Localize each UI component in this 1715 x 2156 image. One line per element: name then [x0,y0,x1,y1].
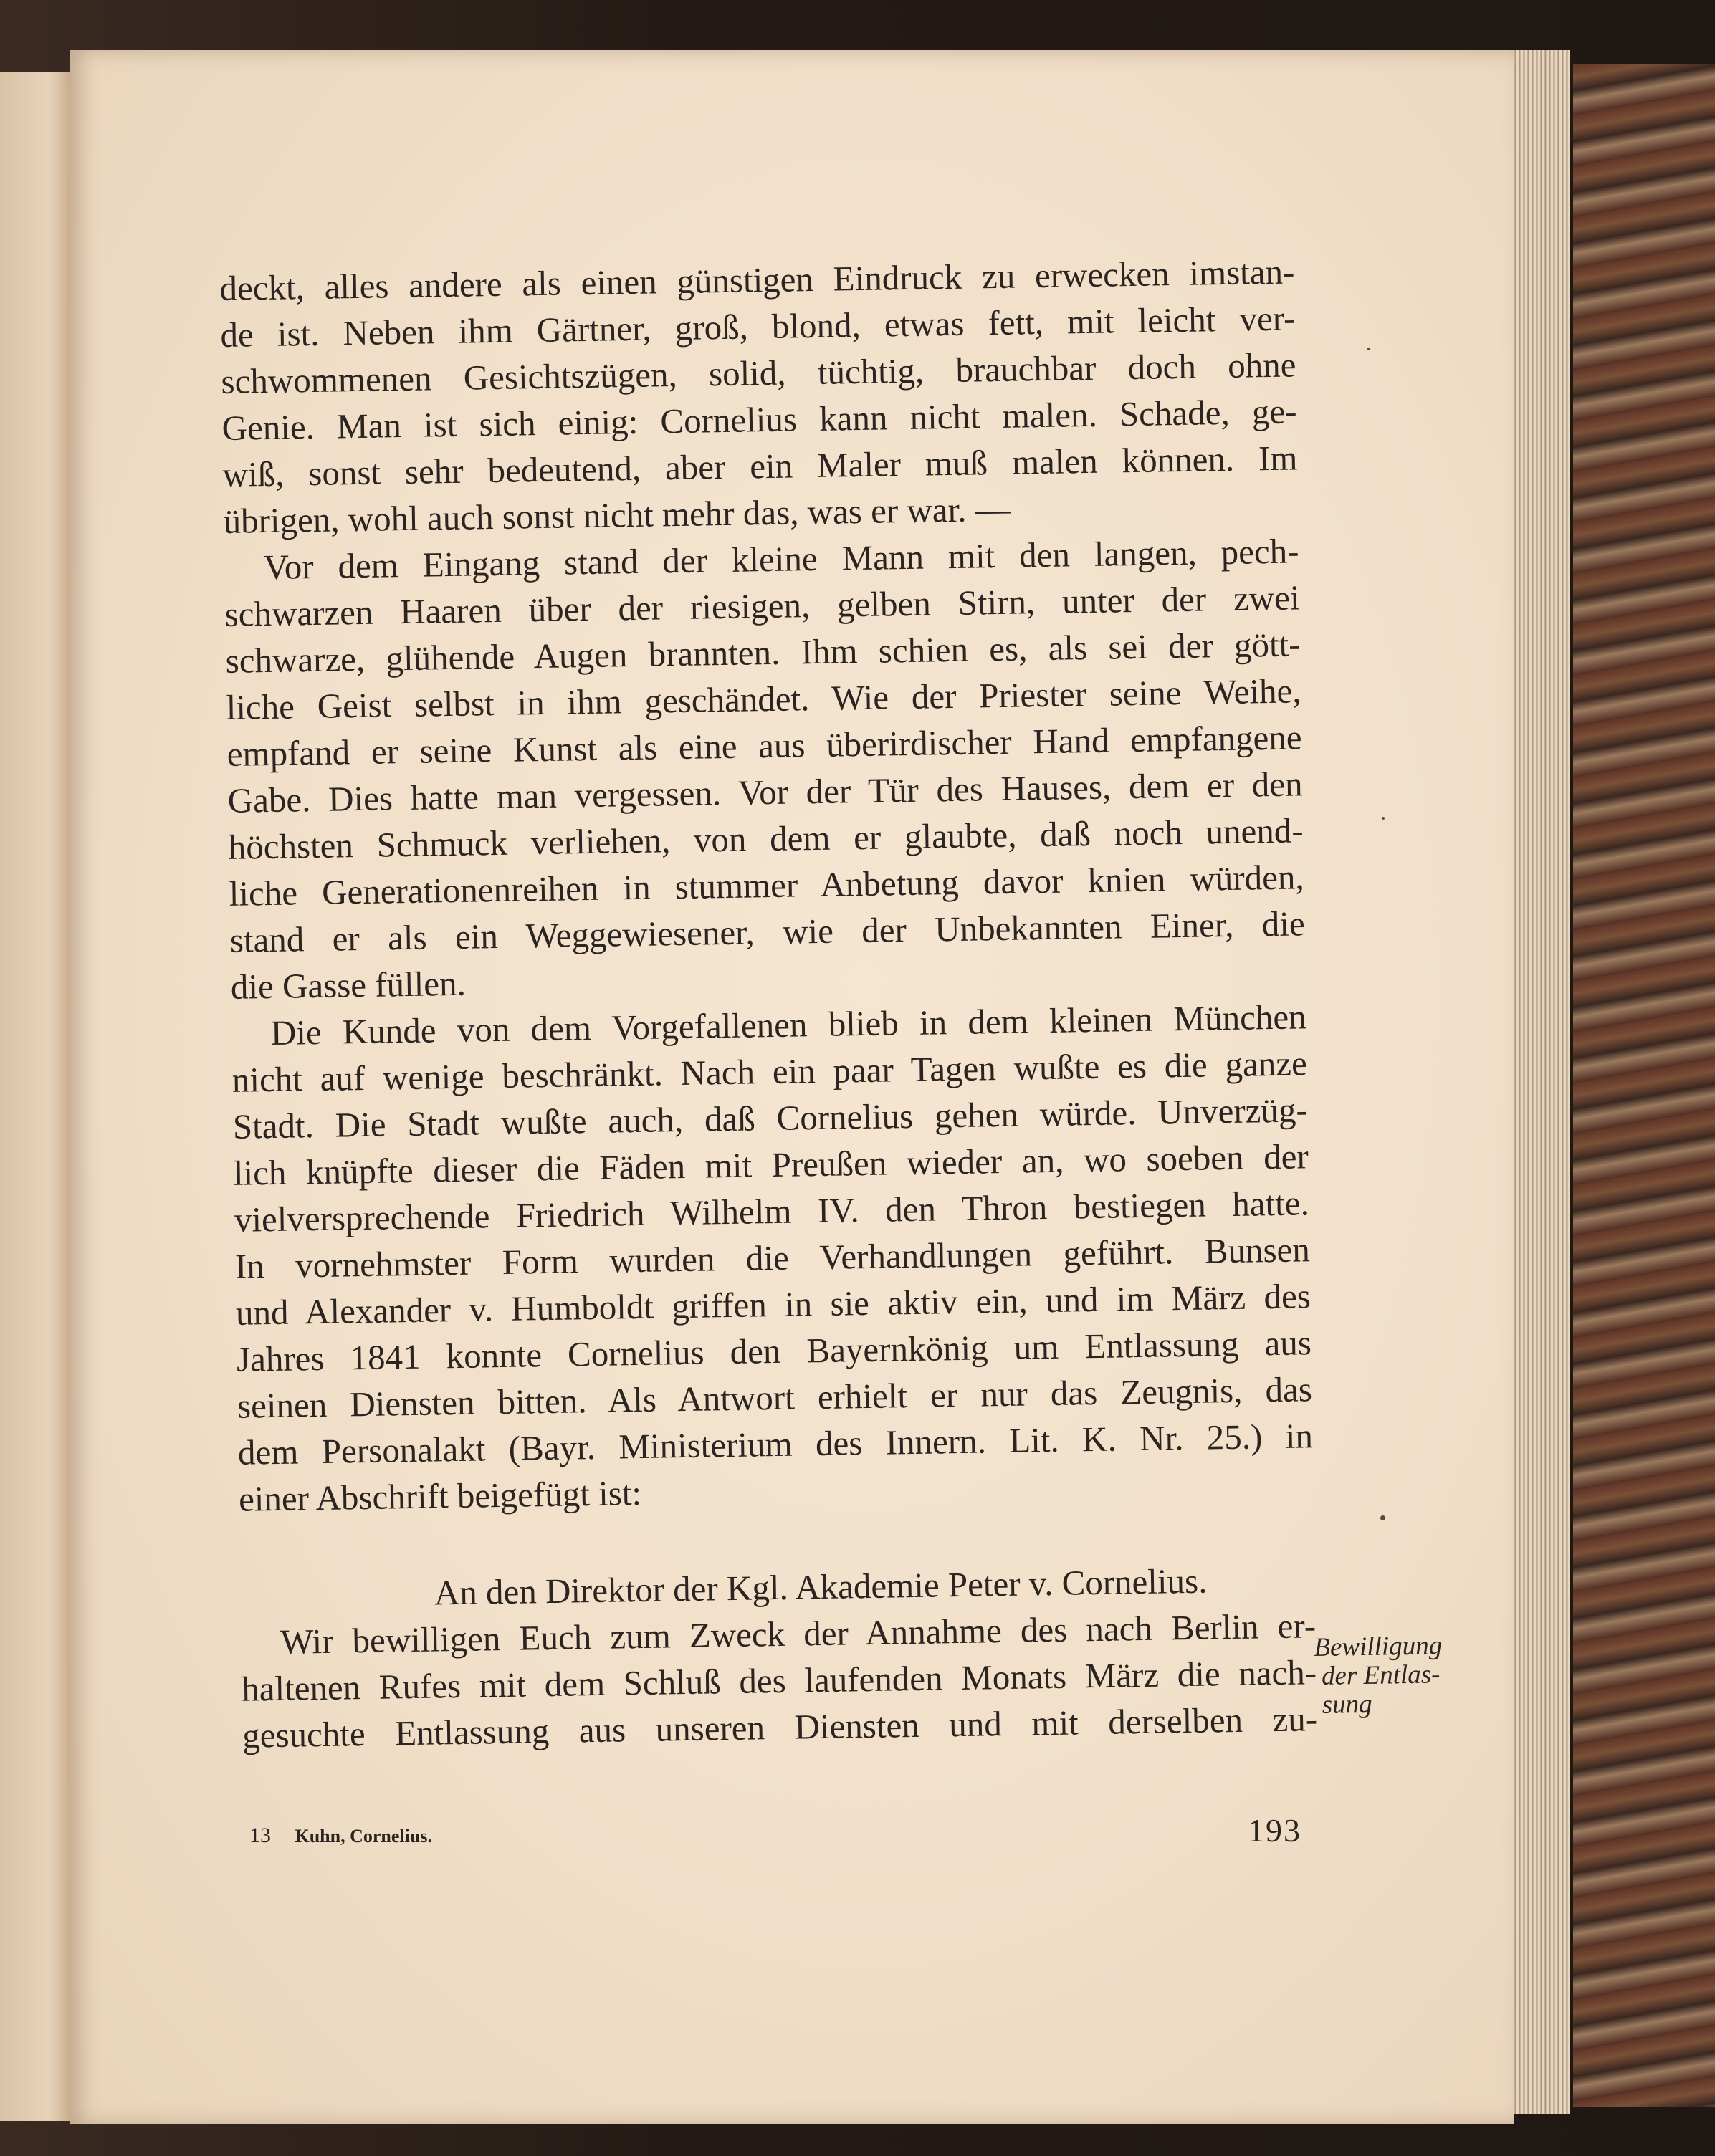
book-page [70,50,1514,2124]
letter-line: Wir bewilligen Euch zum Zweck der Annahme des nach Berlin er- [280,1606,1317,1662]
text-line: nicht auf wenige beschränkt. Nach ein paar Tagen wußte es die ganze [231,1043,1308,1100]
text-line: Die Kunde von dem Vorgefallenen blieb in dem kleinen München [270,997,1307,1053]
text-line: schwarze, glühende Augen brannten. Ihm schien es, als sei der gött- [225,624,1301,681]
paper-speck [1380,1515,1385,1520]
text-line: In vornehmster Form wurden die Verhandlungen geführt. Bunsen [234,1230,1311,1286]
text-line: schwarzen Haaren über der riesigen, gelben Stirn, unter der zwei [224,578,1300,634]
text-line: de ist. Neben ihm Gärtner, groß, blond, etwas fett, mit leicht ver- [220,298,1296,355]
text-line: und Alexander v. Humboldt griffen in sie aktiv ein, und im März des [235,1276,1312,1333]
text-line: schwommenen Gesichtszügen, solid, tüchtig, brauchbar doch ohne [221,345,1296,401]
text-line: lich knüpfte dieser die Fäden mit Preußen wieder an, wo soeben der [233,1136,1309,1193]
paper-speck [1367,348,1370,350]
text-line: übrigen, wohl auch sonst nicht mehr das, was er war. — [223,489,1011,541]
paper-speck [1382,817,1385,820]
text-line: empfand er seine Kunst als eine aus überirdischer Hand empfangene [226,717,1302,774]
text-line: deckt, alles andere als einen günstigen Eindruck zu erwecken imstan- [219,251,1295,308]
letter-heading: An den Direktor der Kgl. Akademie Peter v. Cornelius. [434,1561,1208,1613]
signature-mark: 13 [249,1824,271,1847]
left-page-edge [0,72,72,2121]
marginal-note-line: der Entlas- [1321,1659,1441,1691]
text-line: die Gasse füllen. [230,963,467,1007]
text-line: liche Geist selbst in ihm geschändet. Wie der Priester seine Weihe, [226,671,1301,727]
text-line: wiß, sonst sehr bedeutend, aber ein Maler muß malen können. Im [222,438,1298,494]
text-line: dem Personalakt (Bayr. Ministerium des Innern. Lit. K. Nr. 25.) in [237,1416,1314,1472]
text-line: Vor dem Eingang stand der kleine Mann mit den langen, pech- [263,531,1299,588]
marginal-note [1314,1631,1501,1720]
text-line: Gabe. Dies hatte man vergessen. Vor der Tür des Hauses, dem er den [227,764,1303,820]
page-edges [1512,50,1570,2114]
text-line: höchsten Schmuck verliehen, von dem er glaubte, daß noch unend- [228,810,1304,867]
text-line: stand er als ein Weggewiesener, wie der Unbekannten Einer, die [229,904,1306,960]
page-number: 193 [1248,1812,1301,1849]
text-line: Jahres 1841 konnte Cornelius den Bayernkönig um Entlassung aus [236,1323,1312,1379]
text-line: Genie. Man ist sich einig: Cornelius kann nicht malen. Schade, ge- [221,391,1297,448]
letter-line: gesuchte Entlassung aus unseren Diensten und mit derselben zu- [242,1699,1318,1755]
text-line: einer Abschrift beigefügt ist: [238,1472,642,1519]
text-line: Stadt. Die Stadt wußte auch, daß Cornelius gehen würde. Unverzüg- [232,1090,1309,1146]
marginal-note-line: Bewilligung [1314,1631,1443,1663]
footer-signature-line [249,1824,432,1848]
text-line: liche Generationenreihen in stummer Anbetung davor knien würden, [229,857,1305,914]
text-line: seinen Diensten bitten. Als Antwort erhielt er nur das Zeugnis, das [237,1369,1313,1426]
body-text [219,248,1318,1758]
short-title: Kuhn, Cornelius. [295,1826,432,1846]
marbled-endpaper [1573,64,1715,2107]
letter-line: haltenen Rufes mit dem Schluß des laufenden Monats März die nach- [241,1652,1317,1709]
text-line: vielversprechende Friedrich Wilhelm IV. den Thron bestiegen hatte. [234,1183,1310,1240]
marginal-note-line: sung [1322,1689,1372,1720]
